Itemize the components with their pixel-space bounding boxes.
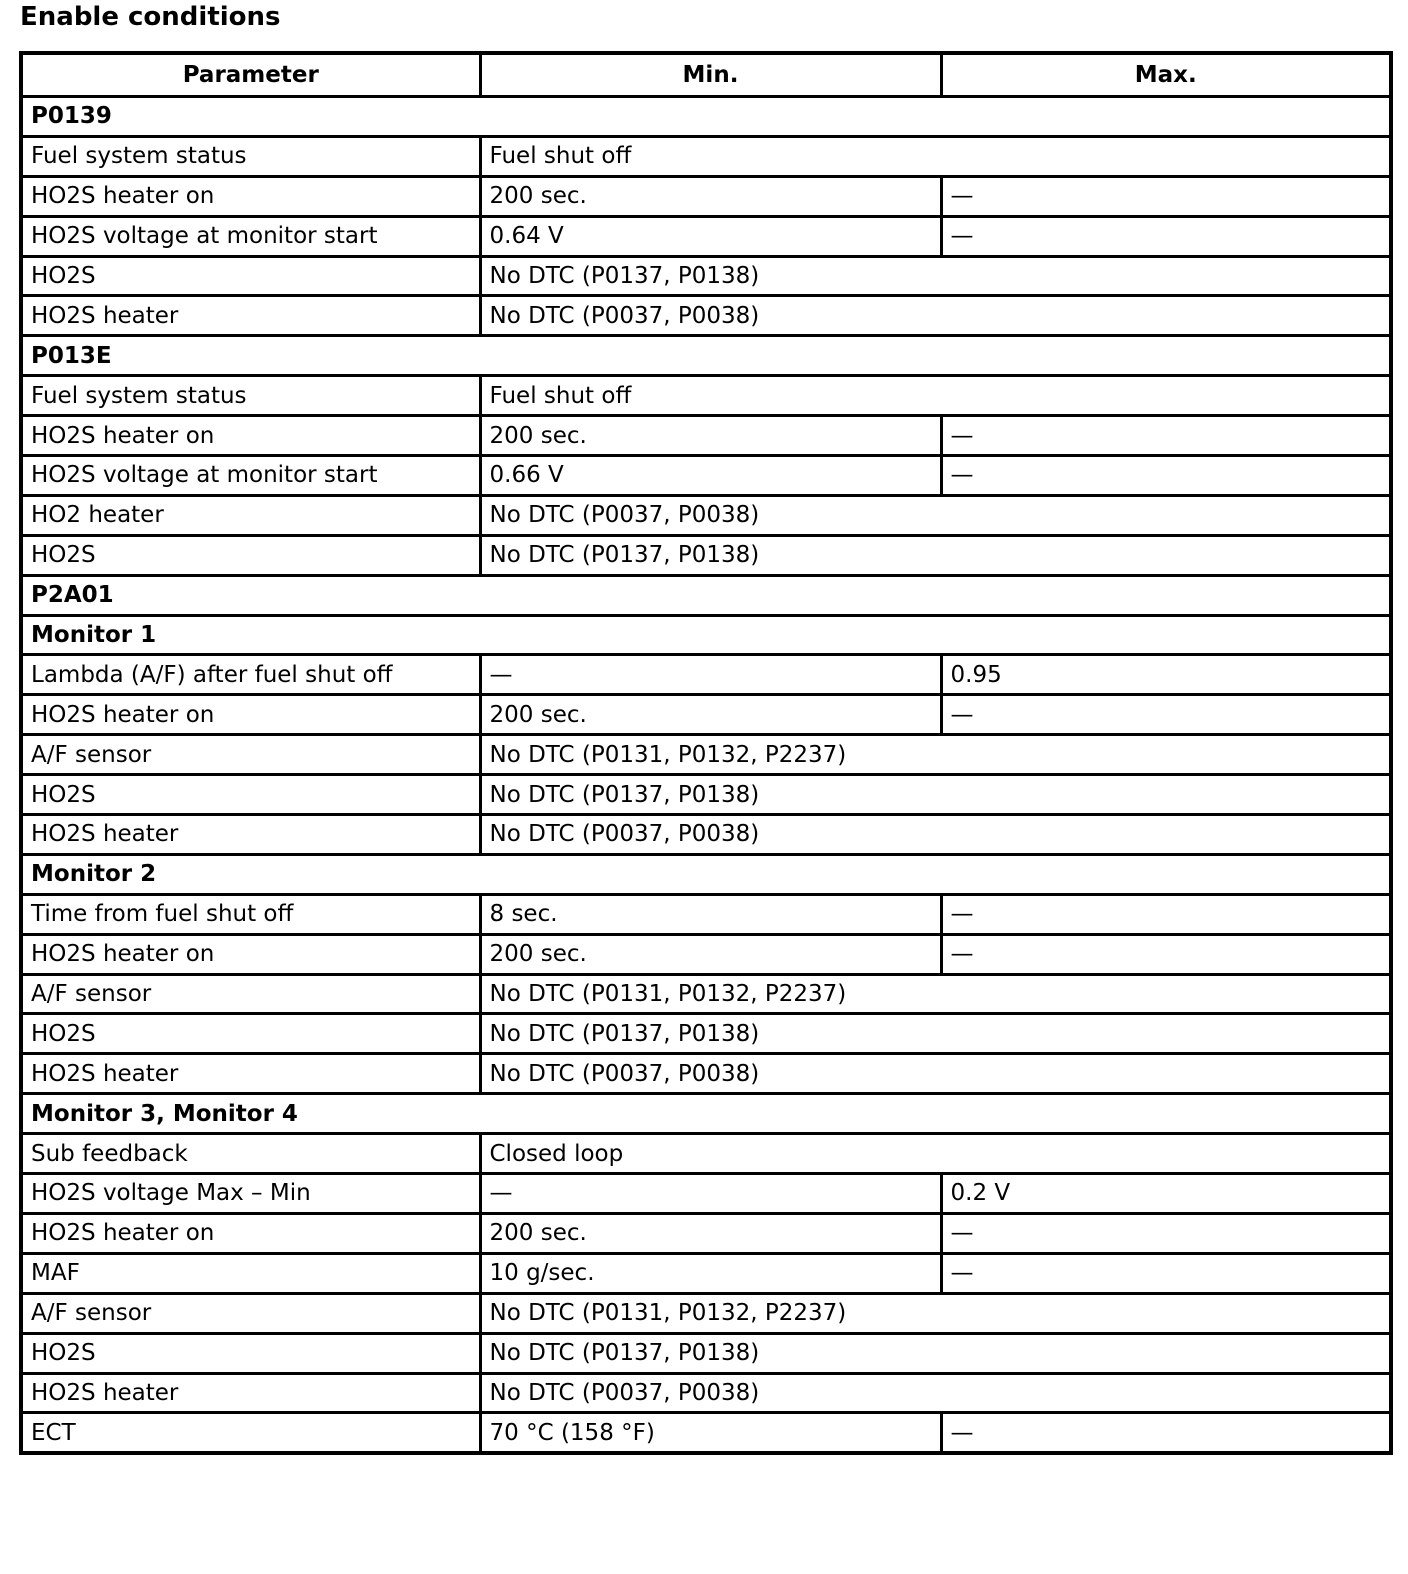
value-cell: No DTC (P0037, P0038) — [480, 296, 1391, 336]
table-row — [21, 894, 1391, 934]
table-row — [21, 216, 1391, 256]
header-parameter: Parameter — [21, 53, 480, 97]
parameter-cell: HO2S voltage at monitor start — [21, 456, 480, 496]
min-cell: — — [480, 655, 941, 695]
max-cell: 0.2 V — [941, 1174, 1391, 1214]
table-row — [21, 1333, 1391, 1373]
parameter-cell: HO2S heater on — [21, 416, 480, 456]
value-cell: No DTC (P0137, P0138) — [480, 775, 1391, 815]
section-heading: P013E — [21, 336, 1391, 376]
table-row — [21, 1014, 1391, 1054]
section-heading: Monitor 2 — [21, 854, 1391, 894]
table-row — [21, 495, 1391, 535]
parameter-cell: A/F sensor — [21, 1293, 480, 1333]
parameter-cell: Sub feedback — [21, 1134, 480, 1174]
parameter-cell: Lambda (A/F) after fuel shut off — [21, 655, 480, 695]
table-row — [21, 1413, 1391, 1453]
parameter-cell: HO2S — [21, 775, 480, 815]
table-row — [21, 535, 1391, 575]
parameter-cell: HO2S heater on — [21, 934, 480, 974]
parameter-cell: HO2S heater on — [21, 176, 480, 216]
parameter-cell: HO2S — [21, 1333, 480, 1373]
value-cell: No DTC (P0137, P0138) — [480, 1333, 1391, 1373]
min-cell: 10 g/sec. — [480, 1253, 941, 1293]
table-row — [21, 376, 1391, 416]
table-row — [21, 1293, 1391, 1333]
parameter-cell: HO2S heater on — [21, 695, 480, 735]
table-row — [21, 1134, 1391, 1174]
parameter-cell: MAF — [21, 1253, 480, 1293]
parameter-cell: HO2S voltage at monitor start — [21, 216, 480, 256]
max-cell: — — [941, 1413, 1391, 1453]
parameter-cell: HO2S voltage Max – Min — [21, 1174, 480, 1214]
min-cell: 0.66 V — [480, 456, 941, 496]
max-cell: — — [941, 416, 1391, 456]
parameter-cell: ECT — [21, 1413, 480, 1453]
section-title: Enable conditions — [20, 2, 281, 32]
parameter-cell: HO2S — [21, 1014, 480, 1054]
value-cell: No DTC (P0037, P0038) — [480, 495, 1391, 535]
table-row — [21, 735, 1391, 775]
table-row — [21, 176, 1391, 216]
parameter-cell: HO2S heater — [21, 1054, 480, 1094]
section-heading: Monitor 3, Monitor 4 — [21, 1094, 1391, 1134]
parameter-cell: Time from fuel shut off — [21, 894, 480, 934]
min-cell: 8 sec. — [480, 894, 941, 934]
min-cell: — — [480, 1174, 941, 1214]
max-cell: — — [941, 176, 1391, 216]
value-cell: No DTC (P0137, P0138) — [480, 535, 1391, 575]
max-cell: — — [941, 894, 1391, 934]
parameter-cell: HO2S heater — [21, 1373, 480, 1413]
section-row — [21, 854, 1391, 894]
min-cell: 70 °C (158 °F) — [480, 1413, 941, 1453]
min-cell: 200 sec. — [480, 695, 941, 735]
table-row — [21, 1054, 1391, 1094]
table-row — [21, 1213, 1391, 1253]
parameter-cell: HO2S — [21, 256, 480, 296]
table-row — [21, 1253, 1391, 1293]
parameter-cell: A/F sensor — [21, 974, 480, 1014]
section-row — [21, 1094, 1391, 1134]
table-row — [21, 934, 1391, 974]
table-row — [21, 136, 1391, 176]
parameter-cell: HO2S — [21, 535, 480, 575]
table-row — [21, 416, 1391, 456]
max-cell: 0.95 — [941, 655, 1391, 695]
table-row — [21, 655, 1391, 695]
max-cell: — — [941, 456, 1391, 496]
parameter-cell: HO2S heater on — [21, 1213, 480, 1253]
value-cell: No DTC (P0137, P0138) — [480, 1014, 1391, 1054]
section-heading: P2A01 — [21, 575, 1391, 615]
value-cell: No DTC (P0137, P0138) — [480, 256, 1391, 296]
table-row — [21, 815, 1391, 855]
min-cell: 200 sec. — [480, 934, 941, 974]
min-cell: 200 sec. — [480, 176, 941, 216]
max-cell: — — [941, 216, 1391, 256]
parameter-cell: Fuel system status — [21, 136, 480, 176]
min-cell: 200 sec. — [480, 416, 941, 456]
min-cell: 0.64 V — [480, 216, 941, 256]
table-row — [21, 1174, 1391, 1214]
section-heading: Monitor 1 — [21, 615, 1391, 655]
table-row — [21, 296, 1391, 336]
table-row — [21, 1373, 1391, 1413]
value-cell: No DTC (P0131, P0132, P2237) — [480, 974, 1391, 1014]
parameter-cell: HO2S heater — [21, 296, 480, 336]
max-cell: — — [941, 934, 1391, 974]
section-row — [21, 615, 1391, 655]
section-row — [21, 336, 1391, 376]
table-row — [21, 456, 1391, 496]
table-row — [21, 775, 1391, 815]
section-row — [21, 97, 1391, 137]
section-heading: P0139 — [21, 97, 1391, 137]
table-row — [21, 974, 1391, 1014]
table-row — [21, 256, 1391, 296]
value-cell: No DTC (P0131, P0132, P2237) — [480, 1293, 1391, 1333]
max-cell: — — [941, 1253, 1391, 1293]
value-cell: No DTC (P0037, P0038) — [480, 815, 1391, 855]
value-cell: No DTC (P0037, P0038) — [480, 1373, 1391, 1413]
header-row — [21, 53, 1391, 97]
parameter-cell: HO2 heater — [21, 495, 480, 535]
enable-conditions-table — [19, 51, 1393, 1455]
value-cell: No DTC (P0037, P0038) — [480, 1054, 1391, 1094]
min-cell: 200 sec. — [480, 1213, 941, 1253]
parameter-cell: HO2S heater — [21, 815, 480, 855]
value-cell: No DTC (P0131, P0132, P2237) — [480, 735, 1391, 775]
max-cell: — — [941, 1213, 1391, 1253]
table-row — [21, 695, 1391, 735]
header-min: Min. — [480, 53, 941, 97]
value-cell: Fuel shut off — [480, 376, 1391, 416]
value-cell: Closed loop — [480, 1134, 1391, 1174]
section-row — [21, 575, 1391, 615]
parameter-cell: A/F sensor — [21, 735, 480, 775]
max-cell: — — [941, 695, 1391, 735]
header-max: Max. — [941, 53, 1391, 97]
parameter-cell: Fuel system status — [21, 376, 480, 416]
value-cell: Fuel shut off — [480, 136, 1391, 176]
